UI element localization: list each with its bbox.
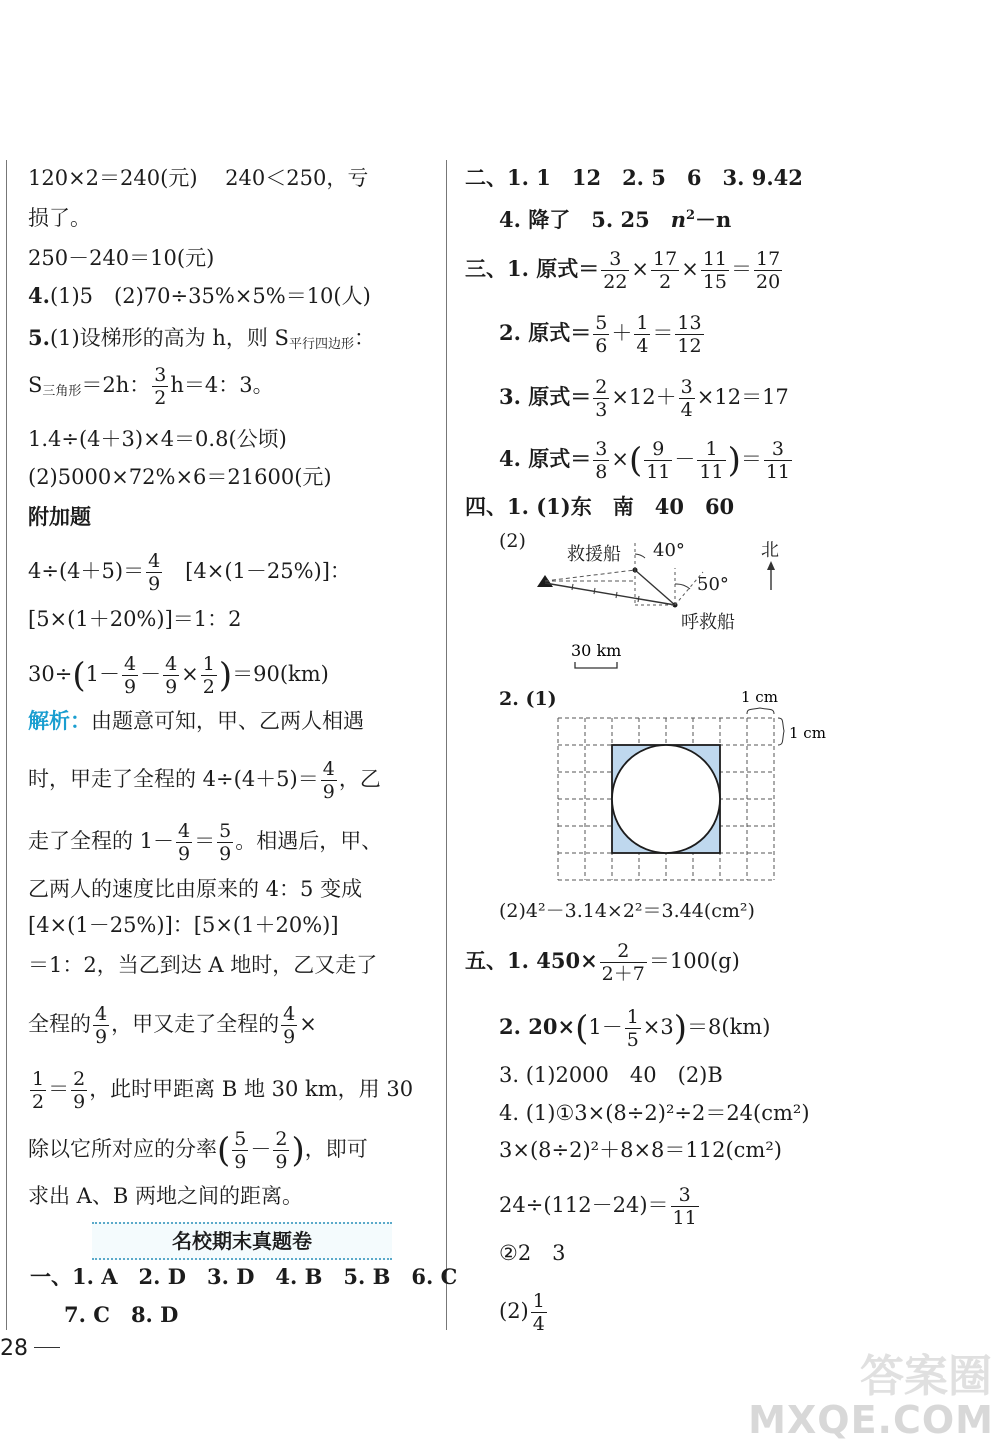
- scale-line: [575, 662, 617, 668]
- numerator: 3: [595, 438, 608, 460]
- denominator: 2＋7: [601, 963, 645, 985]
- line: 3×(8÷2)²＋8×8＝112(cm²): [499, 1138, 782, 1162]
- text: 4. 降了 5. 25: [499, 207, 671, 232]
- text: (1)设梯形的高为 h，则 S: [49, 326, 289, 350]
- text: 4. 原式＝: [499, 446, 592, 471]
- angle-50-label: 50°: [697, 574, 729, 595]
- denominator: 9: [283, 1026, 296, 1048]
- fraction: [273, 1128, 289, 1173]
- numerator: 2: [600, 940, 647, 963]
- line: [499, 1184, 701, 1229]
- line: 250－240＝10(元): [28, 246, 215, 270]
- fraction: [593, 312, 609, 357]
- denominator: 9: [322, 781, 335, 803]
- fraction: [600, 940, 647, 985]
- tick: [616, 592, 617, 598]
- numerator: 17: [756, 248, 781, 270]
- section-heading: 附加题: [28, 505, 91, 529]
- line: [28, 706, 364, 736]
- line: (2)4²－3.14×2²＝3.44(cm²): [499, 900, 755, 922]
- angle-40-label: 40°: [653, 540, 685, 561]
- denominator: 11: [646, 461, 671, 483]
- denominator: 11: [672, 1207, 697, 1229]
- numerator: 1: [636, 312, 649, 334]
- left-margin-line: [6, 160, 7, 1330]
- fraction: [122, 653, 138, 698]
- line: [28, 281, 371, 311]
- line: [465, 940, 740, 985]
- item-label: (2): [499, 530, 526, 552]
- text: [4×(1－25%)]：: [164, 559, 351, 583]
- brace-horizontal: [747, 708, 774, 714]
- text: ，乙: [338, 767, 381, 791]
- text: 2. 20×: [499, 1014, 576, 1039]
- line: [499, 438, 794, 483]
- fraction: [634, 312, 650, 357]
- numerator: 1: [202, 653, 215, 675]
- answer-line: 一、1. A 2. D 3. D 4. B 5. B 6. C: [30, 1264, 458, 1289]
- text: ×: [181, 662, 199, 686]
- denominator: 9: [123, 676, 137, 698]
- numerator: 4: [322, 758, 335, 780]
- fraction: [675, 312, 703, 357]
- cm-label-horizontal: 1 cm: [741, 688, 778, 706]
- text: h＝4：3。: [170, 373, 274, 397]
- numerator: 4: [165, 653, 178, 675]
- line: 3. (1)2000 40 (2)B: [499, 1063, 723, 1087]
- line: [28, 550, 351, 595]
- text: ＝2h：: [81, 373, 151, 397]
- denominator: 8: [595, 461, 608, 483]
- line: 乙两人的速度比由原来的 4：5 变成: [28, 877, 363, 901]
- fraction: [644, 438, 672, 483]
- section-banner: 名校期末真题卷: [92, 1222, 392, 1260]
- paren: ): [218, 655, 233, 696]
- dashed-ray: [545, 570, 635, 581]
- line: [28, 758, 381, 803]
- line: ②2 3: [499, 1241, 566, 1265]
- text: ，此时甲距离 B 地 30 km，用 30: [89, 1077, 414, 1101]
- fraction: [163, 653, 179, 698]
- numerator: 2: [73, 1068, 86, 1090]
- text: ×3: [642, 1015, 674, 1039]
- line: 4. (1)①3×(8÷2)²÷2＝24(cm²): [499, 1101, 810, 1125]
- text: －n: [695, 207, 732, 232]
- numerator: 1: [697, 438, 725, 461]
- fraction: [152, 364, 168, 409]
- line: [4×(1－25%)]：[5×(1＋20%)]: [28, 913, 339, 937]
- text: ，甲又走了全程的: [111, 1012, 280, 1036]
- fraction: [697, 438, 725, 483]
- paren: ): [673, 1008, 688, 1049]
- answer-line: 四、1. (1)东 南 40 60: [465, 494, 735, 519]
- numerator: 11: [702, 248, 728, 270]
- variable: n: [670, 207, 686, 232]
- denominator: 9: [148, 573, 161, 595]
- fraction: [217, 820, 233, 865]
- denominator: 3: [595, 399, 608, 421]
- text: (2): [499, 1299, 529, 1323]
- numerator: 4: [123, 653, 137, 675]
- numerator: 1: [626, 1006, 639, 1028]
- cm-label-vertical: 1 cm: [789, 724, 826, 742]
- fraction: [232, 1128, 248, 1173]
- numerator: 3: [601, 248, 629, 271]
- line: [28, 1003, 317, 1048]
- scale-label: 30 km: [571, 641, 622, 660]
- text: 3. 原式＝: [499, 384, 592, 409]
- subscript: 平行四边形: [288, 337, 354, 352]
- numerator: 4: [283, 1003, 296, 1025]
- numerator: 13: [677, 312, 702, 334]
- paren: ): [291, 1130, 305, 1171]
- text: ＝100(g): [648, 949, 740, 973]
- brace-vertical: [778, 718, 784, 745]
- denominator: 20: [756, 271, 781, 293]
- paren: (: [628, 440, 643, 481]
- denominator: 9: [95, 1026, 108, 1048]
- fraction: [601, 248, 629, 293]
- circle-grid-diagram: [553, 678, 853, 888]
- line: [28, 1128, 368, 1173]
- circle: [612, 745, 720, 853]
- line: (2)5000×72%×6＝21600(元): [28, 465, 332, 489]
- denominator: 9: [73, 1091, 86, 1113]
- superscript: 2: [685, 208, 696, 223]
- text: 4÷(4＋5)＝: [28, 559, 145, 583]
- fraction: [764, 438, 792, 483]
- item-number: 5.: [28, 325, 50, 350]
- operator: ＝: [740, 447, 762, 471]
- fraction: [754, 248, 782, 293]
- denominator: 2: [154, 387, 167, 409]
- angle-arc: [635, 554, 645, 558]
- tick: [594, 588, 595, 594]
- scale-bar: [569, 638, 629, 678]
- numerator: 3: [764, 438, 792, 461]
- north-label: 北: [761, 540, 779, 561]
- numerator: 4: [148, 550, 161, 572]
- paren: (: [217, 1130, 231, 1171]
- numerator: 2: [595, 376, 608, 398]
- numerator: 9: [644, 438, 672, 461]
- numerator: 3: [154, 364, 167, 386]
- text: 1－: [588, 1015, 623, 1039]
- text: －: [140, 662, 162, 686]
- fraction: [651, 248, 679, 293]
- line: 1.4÷(4＋3)×4＝0.8(公顷): [28, 427, 287, 451]
- column-divider: [446, 160, 447, 1330]
- line: [28, 820, 382, 865]
- numerator: 4: [178, 820, 191, 842]
- text: ＝: [194, 829, 216, 853]
- text: 时，甲走了全程的 4÷(4＋5)＝: [28, 767, 319, 791]
- operator: ×: [611, 447, 629, 471]
- answer-line: 7. C 8. D: [64, 1302, 179, 1327]
- fraction: [321, 758, 337, 803]
- subscript: 三角形: [42, 384, 82, 399]
- line: [28, 1068, 413, 1113]
- denominator: 11: [765, 461, 791, 483]
- fraction: [281, 1003, 297, 1048]
- operator: －: [674, 447, 696, 471]
- page-number: 28: [0, 1336, 28, 1361]
- line: [465, 248, 784, 293]
- denominator: 2: [32, 1091, 45, 1113]
- paren: (: [575, 1008, 589, 1049]
- fraction: [679, 376, 695, 421]
- text: 24÷(112－24)＝: [499, 1193, 669, 1217]
- text: ，即可: [304, 1137, 368, 1161]
- operator: ＋: [611, 321, 633, 345]
- text: ：: [353, 326, 375, 350]
- denominator: 9: [178, 843, 191, 865]
- line: 120×2＝240(元) 240＜250，亏: [28, 166, 369, 190]
- numerator: 2: [275, 1128, 288, 1150]
- text: ×12＝17: [696, 385, 789, 409]
- denominator: 15: [702, 271, 728, 293]
- line: [28, 323, 375, 360]
- numerator: 5: [234, 1128, 247, 1150]
- line: [28, 653, 329, 698]
- fraction: [30, 1068, 46, 1113]
- line: 求出 A、B 两地之间的距离。: [28, 1184, 303, 1208]
- call-ship-label: 呼救船: [681, 612, 735, 633]
- numerator: 5: [595, 312, 608, 334]
- denominator: 4: [636, 335, 649, 357]
- watermark-bottom: MXQE.COM: [748, 1398, 994, 1442]
- denominator: 9: [165, 676, 178, 698]
- north-arrow-icon: [767, 561, 775, 570]
- line: 损了。: [28, 206, 91, 230]
- fraction: [625, 1006, 641, 1051]
- text: 五、1. 450×: [465, 948, 598, 973]
- tick: [638, 596, 639, 602]
- fraction: [146, 550, 162, 595]
- fraction: [71, 1068, 87, 1113]
- text: (1)5 (2)70÷35%×5%＝10(人): [49, 284, 371, 308]
- text: 走了全程的 1－: [28, 829, 175, 853]
- tick: [572, 584, 573, 590]
- numerator: 4: [95, 1003, 108, 1025]
- text: 30÷: [28, 662, 73, 686]
- text: 全程的: [28, 1012, 91, 1036]
- text: ＝8(km): [687, 1015, 771, 1039]
- text: 。相遇后，甲、: [235, 829, 383, 853]
- fraction: [531, 1290, 547, 1335]
- text: 2. 原式＝: [499, 320, 592, 345]
- text: 三、1. 原式＝: [465, 256, 600, 281]
- line: ＝1：2，当乙到达 A 地时，乙又走了: [28, 953, 378, 977]
- rescue-ship-label: 救援船: [567, 544, 621, 565]
- fraction: [176, 820, 192, 865]
- line: [499, 1006, 770, 1051]
- answer-line: [499, 201, 731, 235]
- page-number-dash: [34, 1347, 60, 1348]
- denominator: 22: [603, 271, 628, 293]
- denominator: 11: [699, 461, 724, 483]
- denominator: 9: [234, 1151, 247, 1173]
- denominator: 4: [680, 399, 693, 421]
- text: ×: [299, 1012, 317, 1036]
- paren: (: [72, 655, 86, 696]
- operator: ×: [631, 257, 650, 281]
- numerator: 3: [680, 376, 693, 398]
- text: ＝90(km): [232, 662, 329, 686]
- item-number: 4.: [28, 283, 50, 308]
- denominator: 9: [219, 843, 232, 865]
- operator: ＝: [652, 321, 674, 345]
- fraction: [671, 1184, 699, 1229]
- text: ＝: [48, 1077, 70, 1101]
- text: 1－: [85, 662, 120, 686]
- angle-arc: [675, 584, 690, 589]
- fraction: [593, 376, 609, 421]
- text: S: [28, 373, 43, 397]
- fraction: [701, 248, 729, 293]
- text: －: [250, 1137, 272, 1161]
- route-line: [545, 583, 675, 605]
- denominator: 9: [275, 1151, 288, 1173]
- denominator: 6: [595, 335, 608, 357]
- line: [28, 364, 274, 409]
- denominator: 2: [659, 271, 672, 293]
- line: [499, 312, 706, 357]
- item-label: 2. (1): [499, 688, 557, 710]
- text: 由题意可知，甲、乙两人相遇: [91, 709, 364, 733]
- operator: ×: [681, 257, 699, 281]
- fraction: [93, 1003, 109, 1048]
- numerator: 1: [532, 1290, 545, 1312]
- denominator: 12: [677, 335, 702, 357]
- numerator: 3: [671, 1184, 699, 1207]
- numerator: 17: [653, 248, 678, 270]
- text: ×12＋: [611, 385, 677, 409]
- denominator: 5: [626, 1029, 639, 1051]
- line: [499, 376, 789, 421]
- watermark-top: 答案圈: [860, 1351, 992, 1402]
- numerator: 1: [32, 1068, 45, 1090]
- denominator: 2: [202, 676, 215, 698]
- numerator: 5: [219, 820, 232, 842]
- text: 除以它所对应的分率: [28, 1137, 217, 1161]
- denominator: 4: [532, 1313, 545, 1335]
- fraction: [593, 438, 609, 483]
- fraction: [201, 653, 217, 698]
- line: [499, 1290, 549, 1335]
- operator: ＝: [731, 257, 753, 281]
- answer-line: 二、1. 1 12 2. 5 6 3. 9.42: [465, 165, 803, 190]
- line: [5×(1＋20%)]＝1：2: [28, 607, 242, 631]
- analysis-label: 解析：: [28, 709, 91, 733]
- paren: ): [727, 440, 741, 481]
